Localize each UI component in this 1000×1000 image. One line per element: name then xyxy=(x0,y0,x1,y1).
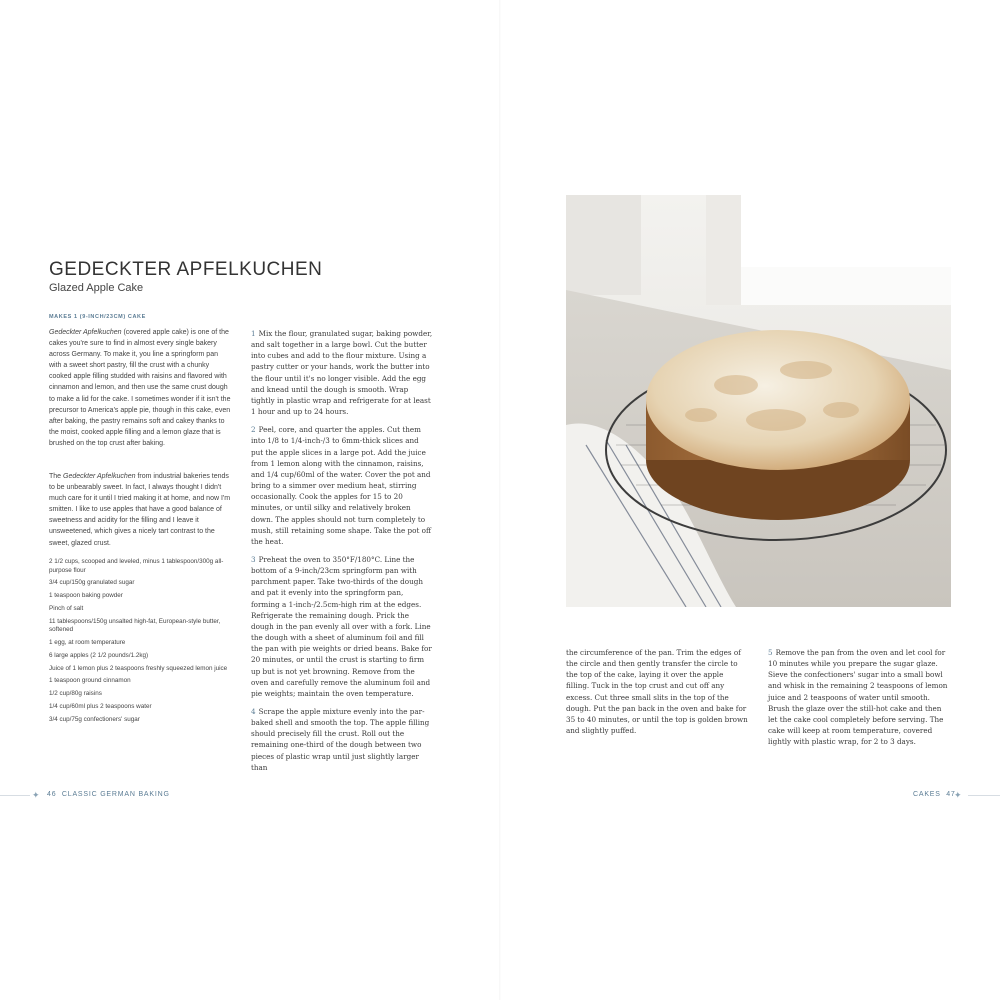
intro-text: (covered apple cake) is one of the cakes you're sure to find in almost every single bakery across Germany. To make it, you line a springform pan with a sweet short pastry, fill the crust with a chunky cooked apple filling studded with raisins and flavored with cinnamon and lemon, and then use the same crust dough to make a lid for the cake. I sometimes wonder if it isn't the precursor to America's apple pie, though in this cake, even after baking, the pastry remains soft and cakey thanks to the moist, cooked apple filling and a lemon glaze that is brushed on the top crust after baking. xyxy=(49,329,231,447)
ingredient-item: 1 teaspoon ground cinnamon xyxy=(49,677,131,685)
footer-rule-right xyxy=(968,795,1000,796)
page-number-right: 47 xyxy=(946,791,956,798)
step-number: 3 xyxy=(251,554,256,564)
ingredient-item: 3/4 cup/75g confectioners' sugar xyxy=(49,715,140,723)
step-text: Peel, core, and quarter the apples. Cut them into 1/8 to 1/4-inch-/3 to 6mm-thick slices and put the apple slices in a large pot. Add the juice from 1 lemon along with the cinnamon, raisins, and 1/4 cup/60ml of the water. Cover the pot and bring to a simmer over medium heat, stirring occasionally. Cook the apples for 15 to 20 minutes, or until silky and relatively broken down. The apples should not turn completely to mush, still retaining some shape. Take the pot off the heat. xyxy=(251,425,432,546)
step-text: Preheat the oven to 350°F/180°C. Line the bottom of a 9-inch/23cm springform pan with parchment paper. Take two-thirds of the dough and pat it evenly into the springform pan, forming a 1-inch-/2.5cm-high rim at the edges. Refrigerate the remaining dough. Prick the dough in the pan evenly all over with a fork. Line the dough with a sheet of aluminum foil and fill the pan with pie weights or dried beans. Bake for 20 minutes, or until the crust is starting to firm up but is not yet browning. Remove from the oven and carefully remove the aluminum foil and pie weights; maintain the oven temperature. xyxy=(251,554,432,698)
footer-right xyxy=(913,791,956,798)
ornament-icon: ✦ xyxy=(954,790,962,800)
step-4-continued xyxy=(566,647,748,736)
step-text: Mix the flour, granulated sugar, baking powder, and salt together in a large bowl. Cut the butter into cubes and add to the flour mixture. Using a pastry cutter or your hands, work the butter into the flour until it's no longer visible. Add the egg and knead until the dough is smooth. Wrap tightly in plastic wrap and refrigerate for at least 1 hour and up to 24 hours. xyxy=(251,329,433,417)
step-5 xyxy=(768,647,950,747)
step-number: 1 xyxy=(251,329,256,338)
ingredient-item: 2 1/2 cups, scooped and leveled, minus 1 tablespoon/300g all-purpose flour xyxy=(49,558,224,574)
steps-column-right-1 xyxy=(566,647,748,736)
footer-left xyxy=(47,791,170,798)
intro-text: The xyxy=(49,473,64,480)
step-text: Scrape the apple mixture evenly into the par-baked shell and smooth the top. The apple filling should precisely fill the crust. Roll out the remaining one-third of the dough between two pieces of plastic wrap until just slightly larger than xyxy=(251,707,430,772)
step-number: 5 xyxy=(768,648,773,657)
ingredient-item: 1 egg, at room temperature xyxy=(49,639,126,647)
page-gutter-shadow xyxy=(499,0,501,1000)
ingredient-item: 3/4 cup/150g granulated sugar xyxy=(49,579,135,587)
page-number-left: 46 xyxy=(47,791,57,798)
steps-column-right-2 xyxy=(768,647,950,747)
intro-paragraph-1 xyxy=(49,327,231,449)
intro-italic-cake-name: Gedeckter Apfelkuchen xyxy=(49,329,122,336)
step-4 xyxy=(251,706,433,773)
step-text: the circumference of the pan. Trim the edges of the circle and then gently transfer the circle to the top of the cake, laying it over the apple filling. Tuck in the top crust and cut off any excess. Cut three small slits in the top of the dough. Put the pan back in the oven and bake for 35 to 40 minutes, or until the top is golden brown and slightly puffed. xyxy=(566,648,748,736)
ingredient-item: Pinch of salt xyxy=(49,604,84,612)
cake-photo-illustration xyxy=(566,195,951,607)
book-title: CLASSIC GERMAN BAKING xyxy=(61,791,170,798)
steps-column-left xyxy=(251,328,433,773)
intro-text: from industrial bakeries tends to be unbearably sweet. In fact, I always thought I didn't much care for it until I tried making it at home, and now I'm smitten. I like to use apples that have a good balance of sweetness and acidity for the filling and I leave it unsweetened, which gives a nicely tart contrast to the sweet, glazed crust. xyxy=(49,473,231,547)
intro-paragraph-2 xyxy=(49,471,231,549)
recipe-yield: MAKES 1 (9-INCH/23CM) CAKE xyxy=(49,314,146,320)
step-number: 4 xyxy=(251,707,256,716)
section-name: CAKES xyxy=(913,791,941,798)
ingredient-item: 1/4 cup/60ml plus 2 teaspoons water xyxy=(49,703,152,710)
step-text: Remove the pan from the oven and let cool for 10 minutes while you prepare the sugar glaze. Sieve the confectioners' sugar into a small bowl and whisk in the remaining 2 teaspoons of lemon juice and 2 teaspoons of water until smooth. Brush the glaze over the still-hot cake and then let the cake cool completely before serving. The cake will keep at room temperature, covered lightly with plastic wrap, for 2 to 3 days. xyxy=(768,648,948,747)
recipe-title: GEDECKTER APFELKUCHEN xyxy=(49,259,323,280)
ingredient-item: 11 tablespoons/150g unsalted high-fat, European-style butter, softened xyxy=(49,617,221,634)
intro-italic-cake-name: Gedeckter Apfelkuchen xyxy=(63,473,136,480)
cake-photo xyxy=(566,195,951,607)
step-1 xyxy=(251,328,433,417)
step-3 xyxy=(251,554,433,699)
ingredient-item: 1/2 cup/80g raisins xyxy=(49,690,102,698)
ingredients-list xyxy=(49,558,234,729)
footer-rule-left xyxy=(0,795,30,796)
ingredient-item: 1 teaspoon baking powder xyxy=(49,592,123,600)
ingredient-item: 6 large apples (2 1/2 pounds/1.2kg) xyxy=(49,651,149,659)
recipe-subtitle: Glazed Apple Cake xyxy=(49,282,144,294)
step-number: 2 xyxy=(251,425,256,435)
ornament-icon: ✦ xyxy=(32,790,40,800)
step-2 xyxy=(251,424,433,547)
ingredient-item: Juice of 1 lemon plus 2 teaspoons freshly squeezed lemon juice xyxy=(49,664,228,672)
